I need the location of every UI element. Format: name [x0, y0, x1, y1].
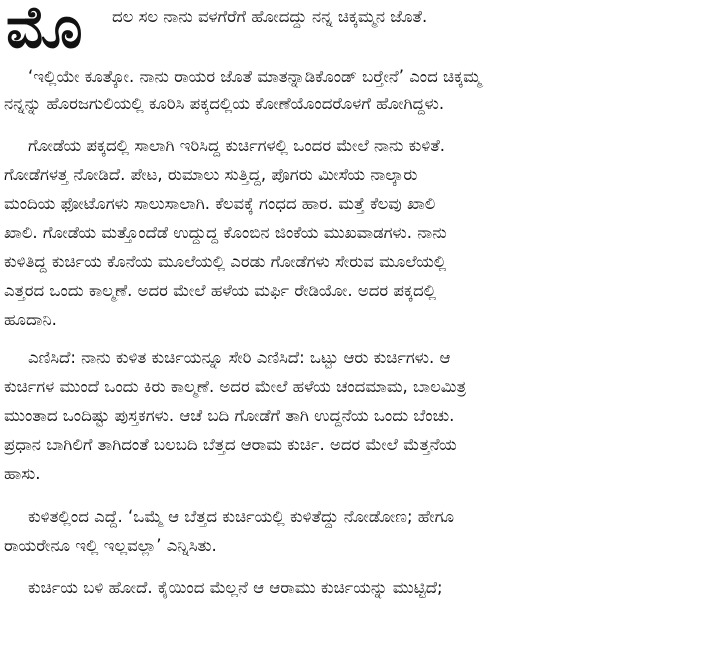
paragraph-line: ಕುಳಿತಿದ್ದ ಕುರ್ಚಿಯ ಕೊನೆಯ ಮೂಲೆಯಲ್ಲಿ ಎರಡು ಗೋಡೆಗಳು ಸೇರುವ ಮೂಲೆಯಲ್ಲಿ	[4, 252, 447, 271]
paragraph-line: ಮಂದಿಯ ಫೋಟೊಗಳು ಸಾಲುಸಾಲಾಗಿ. ಕೆಲವಕ್ಕೆ ಗಂಧದ ಹಾರ. ಮತ್ತೆ ಕೆಲವು ಖಾಲಿ	[4, 194, 436, 213]
paragraph-line: ಕುರ್ಚಿಯ ಬಳಿ ಹೋದೆ. ಕೈಯಿಂದ ಮೆಲ್ಲನೆ ಆ ಆರಾಮು ಕುರ್ಚಿಯನ್ನು ಮುಟ್ಟಿದೆ;	[28, 578, 443, 597]
paragraph-line: ರಾಯರೇನೂ ಇಲ್ಲಿ ಇಲ್ಲವಲ್ಲಾ’ ಎನ್ನಿಸಿತು.	[4, 536, 217, 555]
paragraph-line: ಗೋಡೆಯ ಪಕ್ಕದಲ್ಲಿ ಸಾಲಾಗಿ ಇರಿಸಿದ್ದ ಕುರ್ಚಿಗಳಲ್ಲಿ ಒಂದರ ಮೇಲೆ ನಾನು ಕುಳಿತೆ.	[28, 136, 445, 155]
paragraph-line: ಮುಂತಾದ ಒಂದಿಷ್ಟು ಪುಸ್ತಕಗಳು. ಆಚೆ ಬದಿ ಗೋಡೆಗೆ ತಾಗಿ ಉದ್ದನೆಯ ಒಂದು ಬೆಂಚು.	[4, 406, 455, 425]
paragraph-line: ಎಣಿಸಿದೆ: ನಾನು ಕುಳಿತ ಕುರ್ಚಿಯನ್ನೂ ಸೇರಿ ಎಣಿಸಿದೆ: ಒಟ್ಟು ಆರು ಕುರ್ಚಿಗಳು. ಆ	[28, 348, 451, 367]
paragraph-line: ಕುಳಿತಲ್ಲಿಂದ ಎದ್ದೆ. ‘ಒಮ್ಮೆ ಆ ಬೆತ್ತದ ಕುರ್ಚಿಯಲ್ಲಿ ಕುಳಿತೆದ್ದು ನೋಡೋಣ; ಹೇಗೂ	[28, 507, 455, 526]
paragraph-line: ಹಾಸು.	[4, 464, 41, 483]
first-line-text: ದಲ ಸಲ ನಾನು ವಳಗೆರೆಗೆ ಹೋದದ್ದು ನನ್ನ ಚಿಕ್ಕಮ್ಮನ ಜೊತೆ.	[112, 7, 428, 26]
paragraph-line: ಕುರ್ಚಿಗಳ ಮುಂದೆ ಒಂದು ಕಿರು ಕಾಲ್ಮಣೆ. ಅದರ ಮೇಲೆ ಹಳೆಯ ಚಂದಮಾಮ, ಬಾಲಮಿತ್ರ	[4, 377, 467, 396]
paragraph-line: ಎತ್ತರದ ಒಂದು ಕಾಲ್ಮಣೆ. ಅದರ ಮೇಲೆ ಹಳೆಯ ಮರ್ಫಿ ರೇಡಿಯೋ. ಅದರ ಪಕ್ಕದಲ್ಲಿ	[4, 281, 437, 300]
opening-line	[4, 0, 719, 64]
paragraph-line: ‘ಇಲ್ಲಿಯೇ ಕೂತ್ಕೋ. ನಾನು ರಾಯರ ಜೊತೆ ಮಾತನ್ನಾಡಿಕೊಂಡ್ ಬರ್‍ತೇನೆ’ ಎಂದ ಚಿಕ್ಕಮ್ಮ	[28, 67, 482, 86]
drop-cap: ಮೊ	[6, 0, 81, 61]
paragraph-line: ಪ್ರಧಾನ ಬಾಗಿಲಿಗೆ ತಾಗಿದಂತೆ ಬಲಬದಿ ಬೆತ್ತದ ಆರಾಮ ಕುರ್ಚಿ. ಅದರ ಮೇಲೆ ಮೆತ್ತನೆಯ	[4, 435, 457, 454]
paragraph-line: ಖಾಲಿ. ಗೋಡೆಯ ಮತ್ತೊಂದೆಡೆ ಉದ್ದುದ್ದ ಕೊಂಬಿನ ಜಿಂಕೆಯ ಮುಖವಾಡಗಳು. ನಾನು	[4, 223, 447, 242]
paragraph-line: ಗೋಡೆಗಳತ್ತ ನೋಡಿದೆ. ಪೇಟ, ರುಮಾಲು ಸುತ್ತಿದ್ದ, ಪೊಗರು ಮೀಸೆಯ ನಾಲ್ಕಾರು	[4, 165, 418, 184]
paragraph-line: ನನ್ನನ್ನು ಹೊರಜಗುಲಿಯಲ್ಲಿ ಕೂರಿಸಿ ಪಕ್ಕದಲ್ಲಿಯ ಕೋಣೆಯೊಂದರೊಳಗೆ ಹೋಗಿದ್ದಳು.	[4, 94, 445, 113]
paragraph-line: ಹೂದಾನಿ.	[4, 310, 57, 329]
